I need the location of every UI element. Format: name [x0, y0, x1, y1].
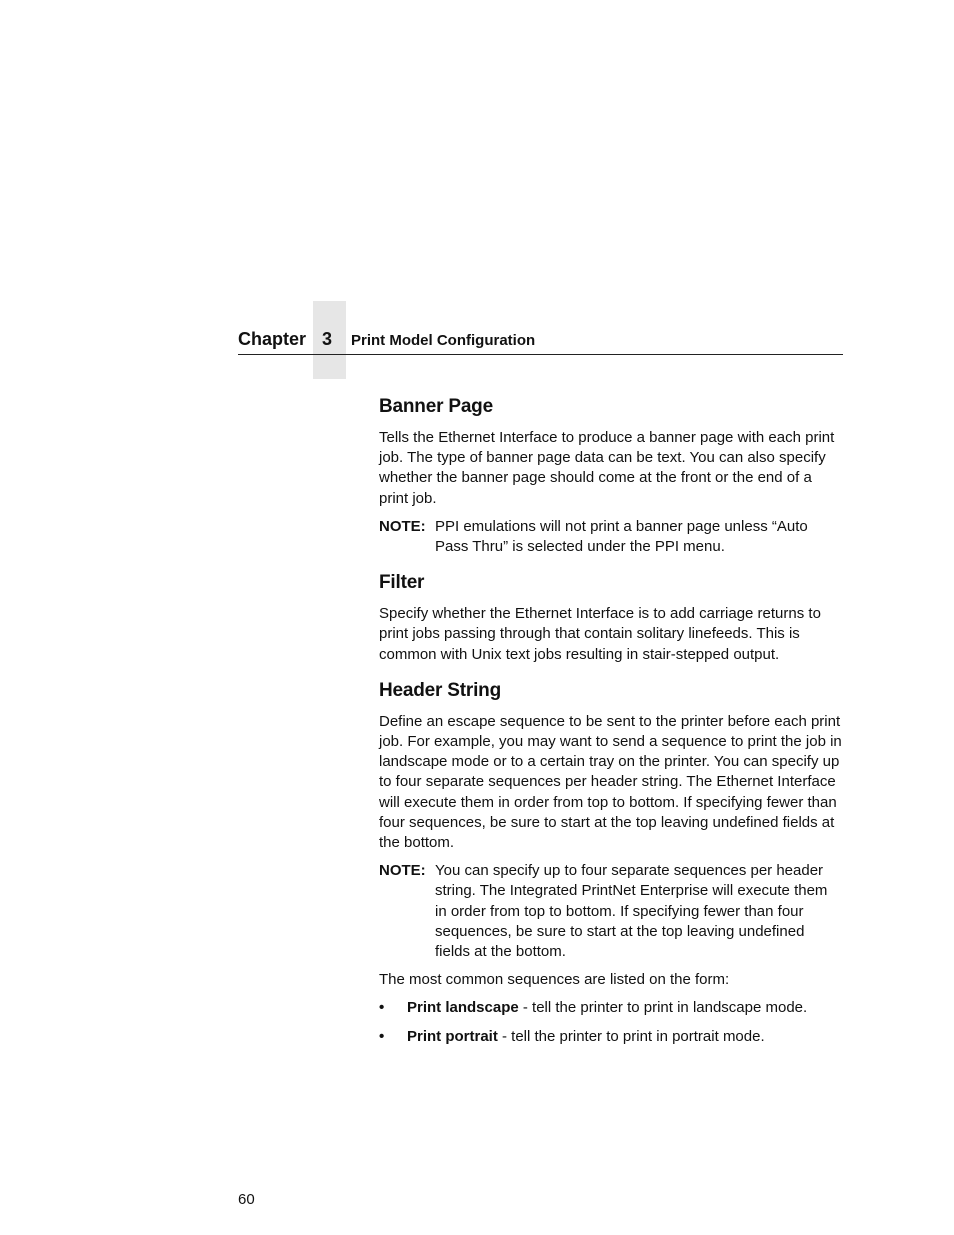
list-item-term: Print landscape [407, 999, 519, 1017]
section-filter [379, 570, 843, 665]
list-item [379, 1027, 843, 1047]
note-label: NOTE: [379, 517, 426, 535]
list-item [379, 998, 843, 1018]
note-label: NOTE: [379, 862, 426, 880]
sequence-list [379, 998, 843, 1046]
note [379, 861, 843, 962]
header-rule [238, 354, 843, 355]
bullet-icon: • [379, 999, 385, 1017]
note-text: You can specify up to four separate sequences per header string. The Integrated PrintNet Enterprise will execute them in order from top to bottom. If specifying fewer than four sequences, be sure to start at the top leaving undefined fields at the bottom. [435, 862, 828, 961]
chapter-label: Chapter [238, 329, 307, 349]
bullet-icon: • [379, 1027, 385, 1045]
section-heading: Header String [379, 679, 501, 701]
list-item-desc: - tell the printer to print in landscape mode. [518, 999, 808, 1017]
note [379, 517, 843, 557]
section-banner-page [379, 394, 843, 557]
list-item-term: Print portrait [407, 1027, 498, 1045]
section-body: Specify whether the Ethernet Interface is to add carriage returns to print jobs passing through that contain solitary linefeeds. This is common with Unix text jobs resulting in stair-stepped output. [379, 605, 821, 663]
chapter-number: 3 [322, 329, 333, 349]
list-item-desc: - tell the printer to print in portrait mode. [497, 1027, 765, 1045]
section-body: Define an escape sequence to be sent to the printer before each print job. For example, you may want to send a sequence to print the job in landscape mode or to a certain tray on the printer. You can specify up to four separate sequences per header string. The Ethernet Interface will execute them in order from top to bottom. If specifying fewer than four sequences, be sure to start at the top leaving undefined fields at the bottom. [379, 712, 842, 852]
note-text: PPI emulations will not print a banner page unless “Auto Pass Thru” is selected under the PPI menu. [435, 517, 808, 556]
chapter-title: Print Model Configuration [351, 332, 536, 349]
page-number: 60 [238, 1191, 255, 1208]
section-header-string [379, 678, 843, 1047]
page-content [379, 394, 843, 1055]
list-intro: The most common sequences are listed on the form: [379, 971, 730, 989]
section-heading: Filter [379, 572, 425, 594]
section-body: Tells the Ethernet Interface to produce a banner page with each print job. The type of banner page data can be text. You can also specify whether the banner page should come at the front or the end of a print job. [379, 429, 835, 507]
section-heading: Banner Page [379, 396, 493, 417]
